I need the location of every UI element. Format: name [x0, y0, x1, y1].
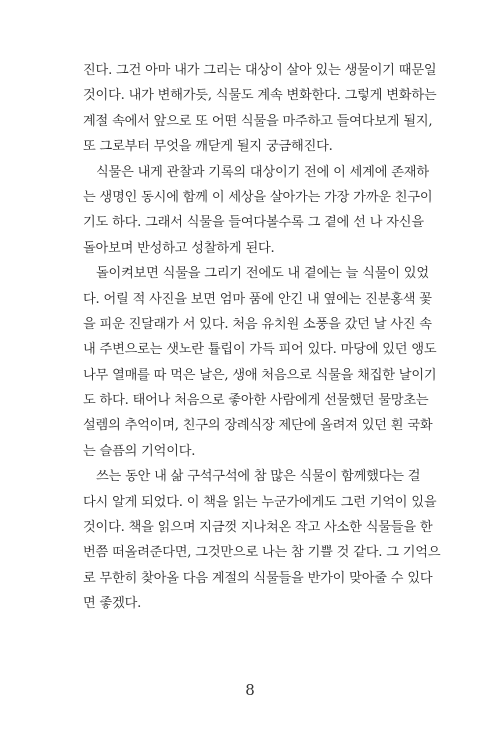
body-text — [83, 58, 441, 617]
text-line: 또 그로부터 무엇을 깨닫게 될지 궁금해진다. — [83, 139, 333, 155]
text-line: 계절 속에서 앞으로 또 어떤 식물을 마주하고 들여다보게 될지, — [83, 113, 433, 129]
text-line: 돌이켜보면 식물을 그리기 전에도 내 곁에는 늘 식물이 있었 — [96, 266, 429, 282]
paragraph — [83, 464, 441, 616]
text-line: 다시 알게 되었다. 이 책을 읽는 누군가에게도 그런 기억이 있을 — [83, 494, 437, 510]
text-line: 식물은 내게 관찰과 기록의 대상이기 전에 이 세계에 존재하 — [96, 164, 429, 180]
text-line: 면 좋겠다. — [83, 596, 142, 612]
text-line: 돌아보며 반성하고 성찰하게 된다. — [83, 240, 275, 256]
text-line: 을 피운 진달래가 서 있다. 처음 유치원 소풍을 갔던 날 사진 속 — [83, 316, 432, 332]
paragraph — [83, 160, 433, 262]
text-line: 것이다. 내가 변해가듯, 식물도 계속 변화한다. 그렇게 변화하는 — [83, 88, 437, 104]
text-line: 나무 열매를 따 먹은 날은, 생애 처음으로 식물을 채집한 날이기 — [83, 367, 437, 383]
paragraph — [83, 58, 437, 160]
text-line: 번쯤 떠올려준다면, 그것만으로 나는 참 기쁠 것 같다. 그 기억으 — [83, 545, 441, 561]
text-line: 내 주변으로는 샛노란 튤립이 가득 피어 있다. 마당에 있던 앵도 — [83, 342, 437, 358]
text-line: 진다. 그건 아마 내가 그리는 대상이 살아 있는 생물이기 때문일 — [83, 63, 437, 78]
text-line: 것이다. 책을 읽으며 지금껏 지나쳐온 작고 사소한 식물들을 한 — [83, 520, 433, 536]
text-line: 설렘의 추억이며, 친구의 장례식장 제단에 올려져 있던 흰 국화 — [83, 418, 433, 434]
paragraph — [83, 261, 437, 464]
text-line: 는 생명인 동시에 함께 이 세상을 살아가는 가장 가까운 친구이 — [83, 189, 433, 205]
text-line: 다. 어릴 적 사진을 보면 엄마 품에 안긴 내 옆에는 진분홍색 꽃 — [83, 291, 432, 307]
text-line: 로 무한히 찾아올 다음 계절의 식물들을 반가이 맞아줄 수 있다 — [83, 570, 433, 586]
page-number: 8 — [245, 681, 255, 699]
text-line: 쓰는 동안 내 삶 구석구석에 참 많은 식물이 함께했다는 걸 — [96, 469, 421, 485]
text-line: 기도 하다. 그래서 식물을 들여다볼수록 그 곁에 선 나 자신을 — [83, 215, 424, 231]
text-line: 는 슬픔의 기억이다. — [83, 443, 196, 459]
text-line: 도 하다. 태어나 처음으로 좋아한 사람에게 선물했던 물망초는 — [83, 393, 429, 409]
